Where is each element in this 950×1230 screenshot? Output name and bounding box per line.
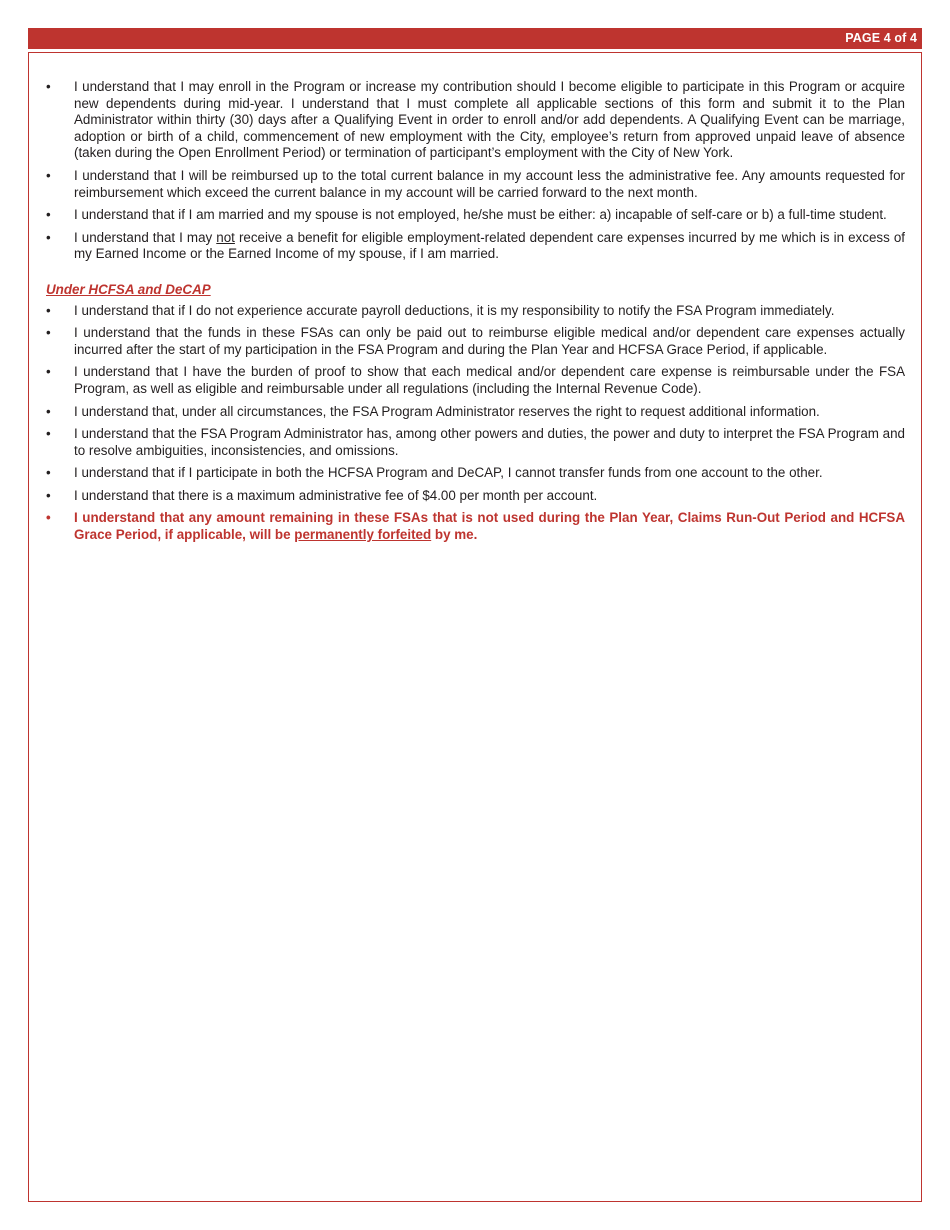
list-item: • I understand that I may enroll in the Program or increase my contribution should I become eligible to participate in this Program or acquire new dependents during mid-year. I understand that I must complete all applicable sections of this form and submit it to the Plan Administrator within thirty (30) days after a Qualifying Event in order to enroll and/or add dependents. A Qualifying Event can be marriage, adoption or birth of a child, commencement of new employment with the City, employee’s return from approved unpaid leave of absence (taken during the Open Enrollment Period) or termination of participant’s employment with the City of New York.	[46, 79, 905, 161]
list-item: • I understand that, under all circumstances, the FSA Program Administrator reserves the right to request additional information.	[46, 403, 820, 419]
bullet-icon: •	[46, 364, 51, 380]
bullet-icon: •	[46, 167, 51, 183]
bullet-icon: •	[46, 426, 51, 442]
bullet-icon: •	[46, 465, 51, 481]
page-header-bar	[28, 28, 922, 49]
document-body	[46, 79, 905, 550]
list-item: • I understand that there is a maximum administrative fee of $4.00 per month per account.	[46, 487, 598, 503]
bullet-icon: •	[46, 510, 51, 526]
underlined-word: not	[216, 229, 235, 245]
hcfsa-decap-list	[46, 303, 905, 544]
list-item: • I understand that the funds in these FSAs can only be paid out to reimburse eligible medical and/or dependent care expenses actually incurred after the start of my participation in the FSA Program and during the Plan Year and HCFSA Grace Period, if applicable.	[46, 325, 905, 357]
underlined-phrase: permanently forfeited	[294, 527, 432, 543]
list-item: • I understand that if I am married and my spouse is not employed, he/she must be either: a) incapable of self-care or b) a full-time student.	[46, 207, 887, 223]
bullet-icon: •	[46, 403, 51, 419]
bullet-icon: •	[46, 302, 51, 318]
list-item: • I understand that I have the burden of proof to show that each medical and/or dependent care expense is reimbursable under the FSA Program, as well as eligible and reimbursable under all regulations (including the Internal Revenue Code).	[46, 364, 905, 396]
list-item: • I understand that if I participate in both the HCFSA Program and DeCAP, I cannot transfer funds from one account to the other.	[46, 465, 823, 481]
list-item: • I understand that I will be reimbursed up to the total current balance in my account less the administrative fee. Any amounts requested for reimbursement which exceed the current balance in my account will be carried forward to the next month.	[46, 167, 905, 200]
bullet-icon: •	[46, 79, 51, 94]
acknowledgement-list	[46, 79, 905, 263]
bullet-icon: •	[46, 325, 51, 341]
list-item: • I understand that the FSA Program Administrator has, among other powers and duties, the power and duty to interpret the FSA Program and to resolve ambiguities, inconsistencies, and omissions.	[46, 426, 905, 458]
bullet-icon: •	[46, 229, 51, 245]
section-heading: Under HCFSA and DeCAP	[46, 281, 211, 297]
bullet-icon: •	[46, 487, 51, 503]
bullet-icon: •	[46, 207, 51, 223]
page-number: PAGE 4 of 4	[845, 31, 917, 45]
list-item: • I understand that I may not receive a benefit for eligible employment-related dependent care expenses incurred by me which is in excess of my Earned Income or the Earned Income of my spouse, if I am married.	[46, 229, 905, 262]
list-item: • I understand that if I do not experience accurate payroll deductions, it is my responsibility to notify the FSA Program immediately.	[46, 302, 835, 318]
forfeiture-warning: • I understand that any amount remaining in these FSAs that is not used during the Plan Year, Claims Run-Out Period and HCFSA Grace Period, if applicable, will be permanently forfeited by me.	[46, 510, 905, 543]
